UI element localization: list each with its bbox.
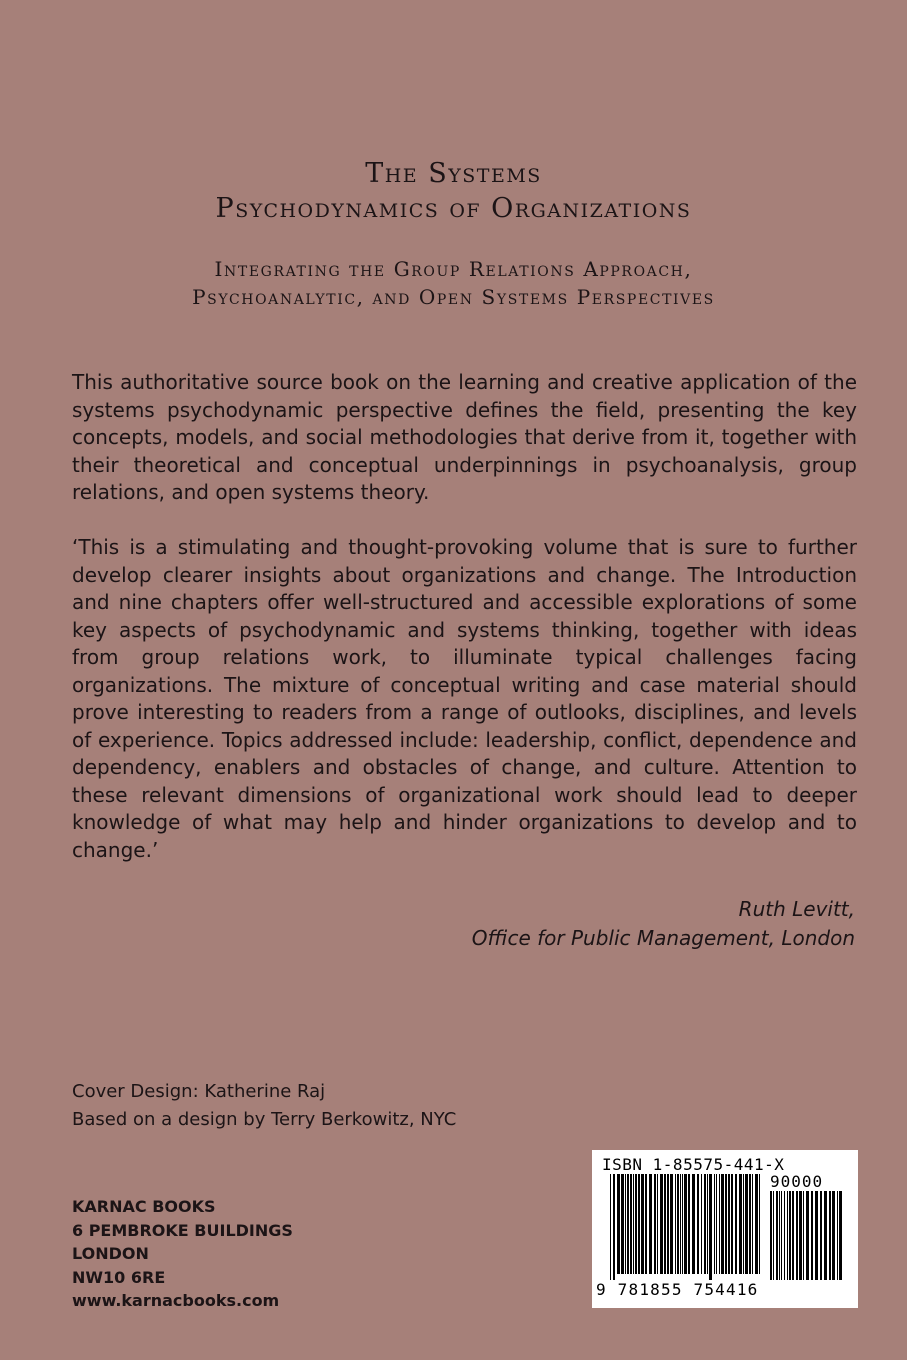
barcode-bar bbox=[759, 1174, 760, 1274]
barcode-bar bbox=[803, 1191, 804, 1280]
barcode-bar bbox=[824, 1191, 827, 1280]
barcode-bar bbox=[682, 1174, 683, 1274]
barcode-bar bbox=[839, 1191, 842, 1280]
barcode-bar bbox=[660, 1174, 663, 1274]
barcode-bar bbox=[735, 1174, 737, 1274]
barcode-bar bbox=[675, 1174, 676, 1274]
barcode-bar bbox=[625, 1174, 626, 1274]
barcode-bar bbox=[781, 1191, 782, 1280]
barcode-bar bbox=[621, 1174, 624, 1274]
barcode-bar bbox=[739, 1174, 742, 1274]
barcode-bar bbox=[776, 1191, 778, 1280]
barcode-bar bbox=[743, 1174, 744, 1274]
barcode-bar bbox=[667, 1174, 669, 1274]
barcode-bar bbox=[670, 1174, 673, 1274]
price-code: 90000 bbox=[770, 1172, 824, 1191]
barcode-bar bbox=[749, 1174, 751, 1274]
barcode-bar bbox=[728, 1174, 730, 1274]
barcode-bar bbox=[745, 1174, 748, 1274]
barcode-bar bbox=[820, 1191, 822, 1280]
review-attribution bbox=[472, 895, 855, 953]
cover-credits bbox=[72, 1078, 456, 1134]
barcode-bar bbox=[630, 1174, 632, 1274]
publisher-city: LONDON bbox=[72, 1244, 149, 1263]
barcode-bar bbox=[716, 1174, 717, 1274]
barcode-bar bbox=[638, 1174, 640, 1274]
subtitle-line-1: Integrating the Group Relations Approach, bbox=[214, 257, 693, 281]
barcode-bar bbox=[773, 1191, 774, 1280]
barcode-bar bbox=[649, 1174, 652, 1274]
barcode-bar bbox=[837, 1191, 838, 1280]
publisher-website: www.karnacbooks.com bbox=[72, 1291, 280, 1310]
barcode-bar bbox=[677, 1174, 679, 1274]
addon-barcode-bars bbox=[770, 1191, 844, 1280]
barcode-bar bbox=[692, 1174, 695, 1274]
isbn-barcode bbox=[592, 1150, 858, 1308]
barcode-bar bbox=[719, 1174, 720, 1274]
cover-design-credit: Cover Design: Katherine Raj bbox=[72, 1081, 326, 1102]
title-line-1: The Systems bbox=[365, 158, 542, 189]
subtitle-line-2: Psychoanalytic, and Open Systems Perspectives bbox=[192, 285, 715, 309]
barcode-bar bbox=[789, 1191, 791, 1280]
barcode-bar bbox=[680, 1174, 681, 1274]
barcode-bar bbox=[707, 1174, 708, 1274]
book-description: This authoritative source book on the learning and creative application of the systems psychodynamic perspective defines the field, presenting the key concepts, models, and social methodologies that derive from it, together with their theoretical and conceptual underpinnings in psychoanalysis, group relations, and open systems theory. bbox=[72, 370, 857, 504]
barcode-bar bbox=[784, 1191, 785, 1280]
barcode-bar bbox=[635, 1174, 637, 1274]
barcode-bar bbox=[654, 1174, 656, 1274]
barcode-bar bbox=[709, 1174, 712, 1280]
barcode-bar bbox=[613, 1174, 615, 1280]
book-title bbox=[0, 156, 907, 226]
barcode-bar bbox=[796, 1191, 798, 1280]
barcode-bar bbox=[641, 1174, 644, 1274]
barcode-bar bbox=[704, 1174, 706, 1274]
barcode-bar bbox=[610, 1174, 611, 1280]
barcode-bar bbox=[787, 1191, 788, 1280]
publisher-block bbox=[72, 1195, 293, 1313]
publisher-name: KARNAC BOOKS bbox=[72, 1197, 216, 1216]
isbn-number: ISBN 1-85575-441-X bbox=[602, 1155, 785, 1174]
barcode-bar bbox=[832, 1191, 835, 1280]
publisher-address: 6 PEMBROKE BUILDINGS bbox=[72, 1220, 293, 1240]
barcode-bar bbox=[725, 1174, 727, 1274]
original-design-credit: Based on a design by Terry Berkowitz, NYC bbox=[72, 1109, 457, 1130]
ean-number: 9 781855 754416 bbox=[596, 1280, 759, 1299]
barcode-bar bbox=[755, 1174, 758, 1274]
barcode-bar bbox=[779, 1191, 780, 1280]
review-author: Ruth Levitt, bbox=[738, 897, 855, 921]
barcode-bar bbox=[627, 1174, 629, 1274]
barcode-bar bbox=[721, 1174, 724, 1274]
barcode-bar bbox=[688, 1174, 690, 1274]
barcode-bar bbox=[770, 1191, 772, 1280]
barcode-bar bbox=[752, 1174, 753, 1274]
barcode-bar bbox=[617, 1174, 620, 1274]
barcode-bar bbox=[731, 1174, 733, 1274]
review-affiliation: Office for Public Management, London bbox=[471, 926, 855, 950]
title-line-2: Psychodynamics of Organizations bbox=[215, 193, 692, 224]
barcode-bar bbox=[806, 1191, 809, 1280]
barcode-bar bbox=[811, 1191, 813, 1280]
publisher-postcode: NW10 6RE bbox=[72, 1267, 166, 1287]
barcode-bar bbox=[697, 1174, 699, 1274]
barcode-bar bbox=[657, 1174, 658, 1274]
barcode-bar bbox=[792, 1191, 794, 1280]
barcode-bar bbox=[815, 1191, 818, 1280]
review-quote: ‘This is a stimulating and thought-provoking volume that is sure to further develop clearer insights about organizations and change. The Introduction and nine chapters offer well-structured and accessible explorations of some key aspects of psychodynamic and systems thinking, together with ideas from group relations work, to illuminate typical challenges facing organizations. The mixture of conceptual writing and case material should prove interesting to readers from a range of outlooks, disciplines, and levels of experience. Topics addressed include: leadership, conflict, dependence and dependency, enablers and obstacles of change, and culture. Attention to these relevant dimensions of organizational work should lead to deeper knowledge of what may help and hinder organizations to develop and to change.’ bbox=[72, 535, 857, 862]
barcode-bar bbox=[645, 1174, 647, 1274]
barcode-bar bbox=[664, 1174, 666, 1274]
ean-barcode-bars bbox=[610, 1174, 762, 1280]
barcode-bar bbox=[684, 1174, 687, 1274]
barcode-bar bbox=[633, 1174, 634, 1274]
barcode-bar bbox=[714, 1174, 715, 1274]
barcode-bar bbox=[829, 1191, 831, 1280]
barcode-bar bbox=[701, 1174, 702, 1274]
book-subtitle bbox=[0, 255, 907, 311]
barcode-bar bbox=[799, 1191, 802, 1280]
